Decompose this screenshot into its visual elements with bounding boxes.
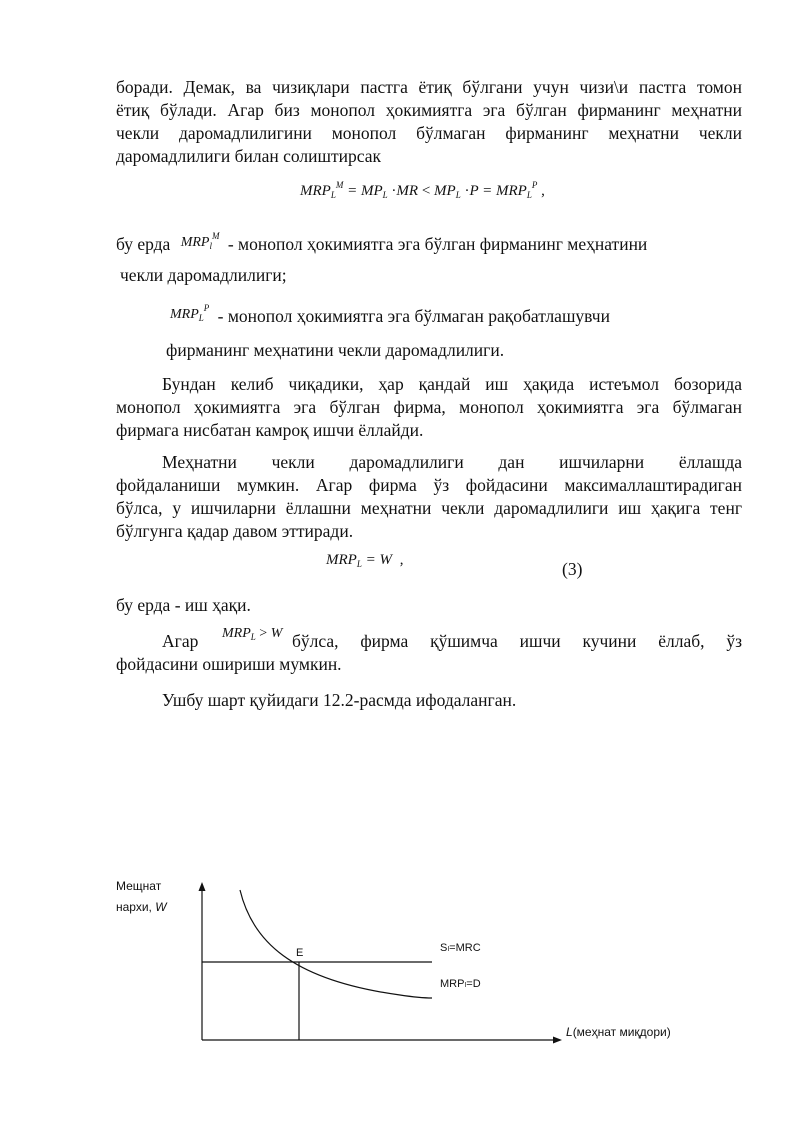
x-axis-arrow [553,1037,562,1044]
x-axis-label-text: (меҳнат миқдори) [572,1025,671,1039]
definition-2 [170,301,796,333]
paragraph-3-line-2: фойдаланиши мумкин. Агар фирма ўз фойдасини максималлаштирадиган [116,475,742,495]
paragraph-1-line-1: боради. Демак, ва чизиқлари пастга ётиқ бўлгани учун чизи\и пастга томон [116,77,742,97]
x-axis-label-var: L [566,1025,573,1039]
definition-1-continuation: чекли даромадлилиги; [120,265,287,285]
formula-2-comma: , [399,552,404,568]
paragraph-2-line-3: фирмага нисбатан камроқ ишчи ёллайди. [116,420,424,440]
y-axis-label-prefix: нархи, [116,900,156,914]
definition-1-prefix: бу ерда [116,234,171,254]
demand-label: MRPₗ=D [440,978,481,990]
point-e-label: E [296,947,304,959]
paragraph-1-line-2: ётиқ бўлади. Агар биз монопол ҳокимиятга эга бўлган фирманинг меҳнатни [116,100,742,120]
definition-2-text: - монопол ҳокимиятга эга бўлмаган рақобатлашувчи [217,306,610,326]
paragraph-5: Ушбу шарт қуйидаги 12.2-расмда ифодаланган. [162,690,517,710]
x-axis-label [566,1025,671,1039]
definition-2-continuation: фирманинг меҳнатини чекли даромадлилиги. [166,340,505,360]
formula-2-number: (3) [562,559,583,579]
paragraph-4-start: Агар [162,631,199,651]
formula-1-comma: , [541,183,545,199]
labor-market-figure [0,860,800,1060]
definition-1-text: - монопол ҳокимиятга эга бўлган фирманинг меҳнатини [227,234,648,254]
symbol-mrp-competitive: MRPLP [170,303,210,323]
paragraph-2-line-1: Бундан келиб чиқадики, ҳар қандай иш ҳақида истеъмол бозорида [162,374,742,394]
supply-label: Sₗ=MRC [440,942,481,954]
paragraph-4-line-2: фойдасини ошириши мумкин. [116,654,342,674]
symbol-mrp-monopoly: MRPlM [180,231,220,251]
paragraph-2-line-2: монопол ҳокимиятга эга бўлган фирма, монопол ҳокимиятга эга бўлмаган [116,397,742,417]
paragraph-4-rest: бўлса, фирма қўшимча ишчи кучини ёллаб, ўз [292,631,742,651]
y-axis-label-var: W [155,900,167,914]
paragraph-3-line-3: бўлса, у ишчиларни ёллашни меҳнатни чекли даромадлилиги иш ҳақига тенг [116,498,742,518]
paragraph-3-line-4: бўлгунга қадар давом эттиради. [116,521,354,541]
y-axis-label-line-2 [116,900,168,914]
definition-1 [116,229,742,261]
y-axis-label-line-1: Мещнат [116,879,162,893]
y-axis-arrow [199,882,206,891]
paragraph-3-line-1: Меҳнатни чекли даромадлилиги дан ишчиларни ёллашда [162,452,742,472]
formula-monopoly-mrp: $MRP_L^M = MP_L \cdot MR < MP_L \cdot P = MRP_L^P$ , [300,180,545,200]
paragraph-1-line-3: чекли даромадлилигини монопол бўлмаган фирманинг меҳнатни чекли [116,123,742,143]
demand-curve [240,890,432,998]
formula-equilibrium: $MRP_L = W$ , [326,552,404,569]
paragraph-1-line-4: даромадлилиги билан солиштирсак [116,146,381,166]
definition-3: бу ерда - иш ҳақи. [116,595,251,615]
symbol-mrp-greater-w: $MRP_L > W$ [222,626,283,642]
